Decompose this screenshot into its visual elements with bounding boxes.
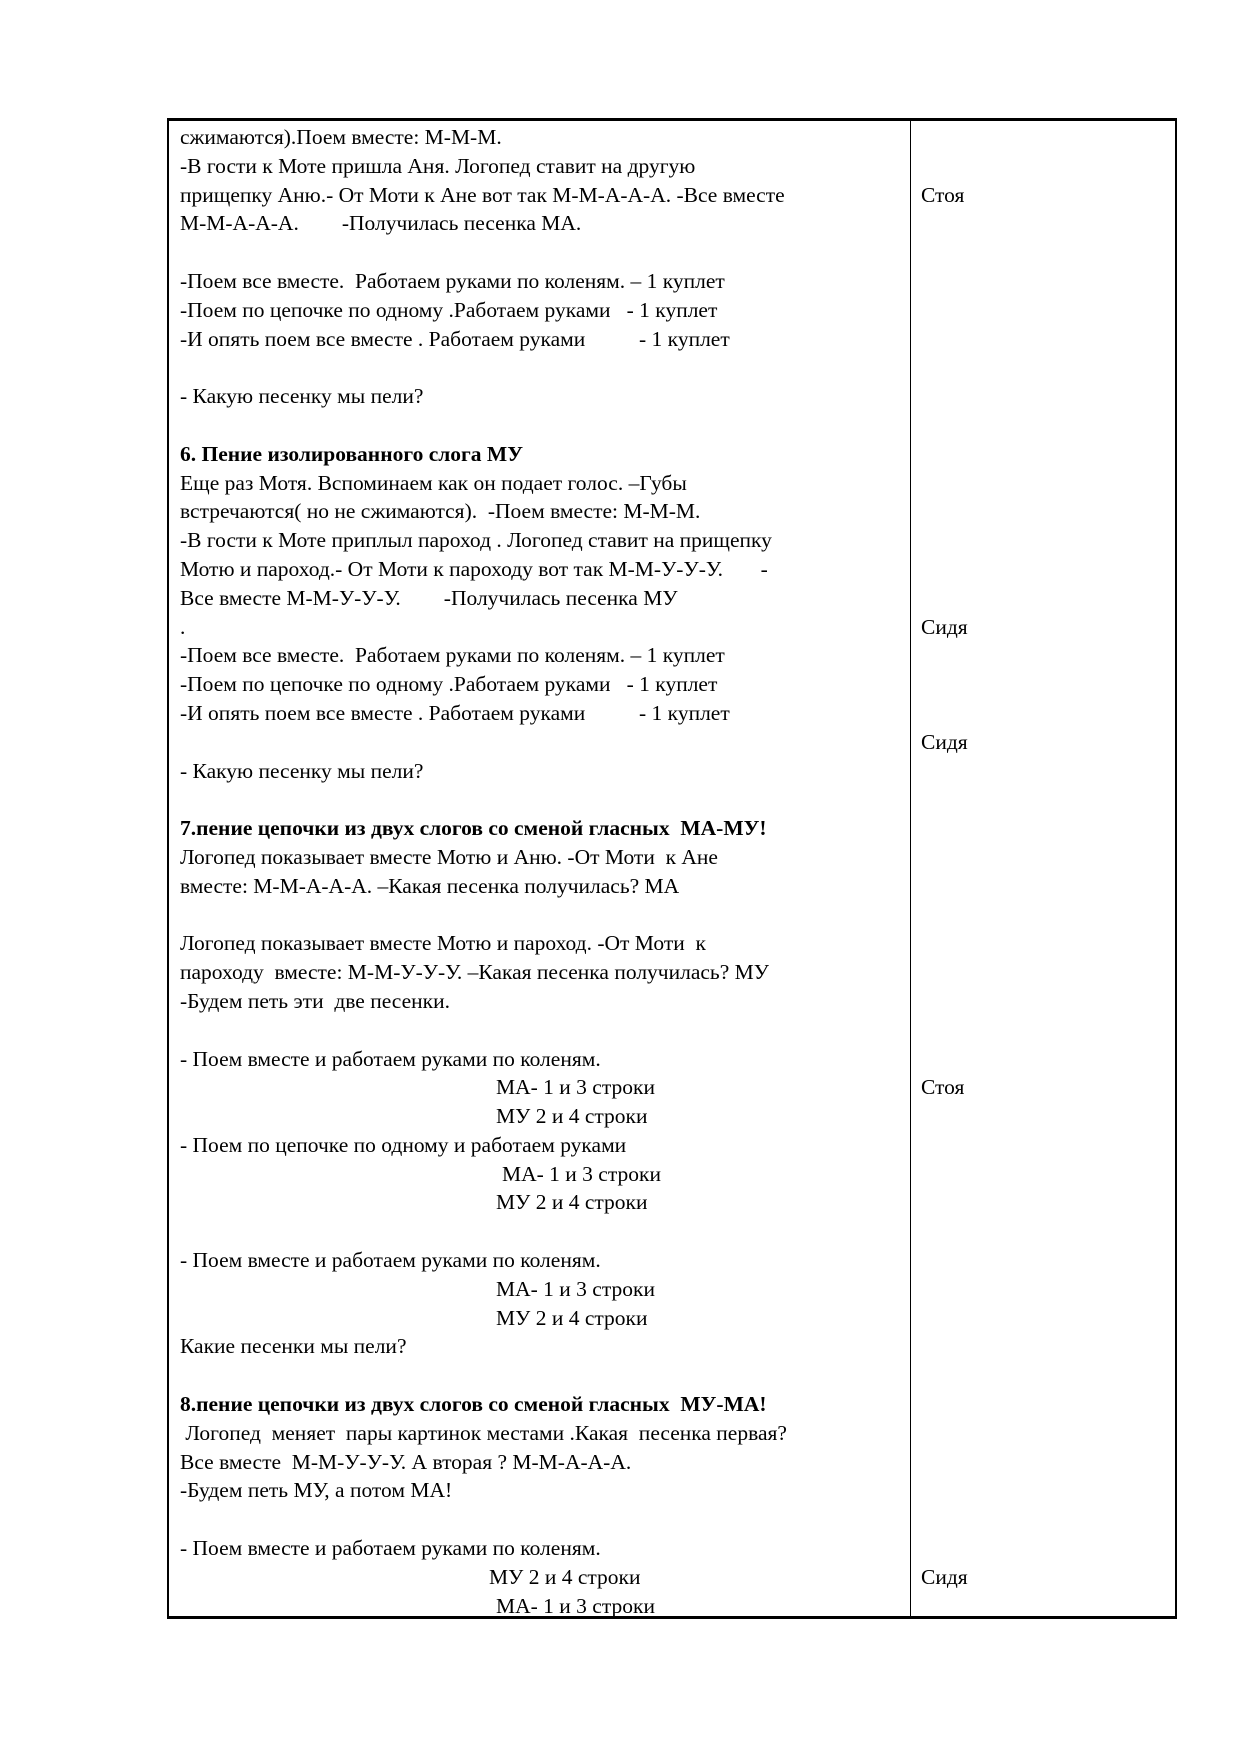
text-line xyxy=(180,1217,905,1246)
text-line: МУ 2 и 4 строки xyxy=(489,1564,641,1589)
lesson-table xyxy=(167,118,1177,1619)
text-line: Все вместе М-М-У-У-У. А вторая ? М-М-А-А-А. xyxy=(180,1449,632,1474)
text-line: -В гости к Моте приплыл пароход . Логопед ставит на прищепку xyxy=(180,528,772,553)
activity-column xyxy=(180,123,905,1620)
text-line: Мотю и пароход.- От Моти к пароходу вот так М-М-У-У-У. - xyxy=(180,556,768,581)
text-line: Все вместе М-М-У-У-У. -Получилась песенка МУ xyxy=(180,585,678,610)
text-line: -Будем петь МУ, а потом МА! xyxy=(180,1478,453,1503)
text-line xyxy=(180,901,905,930)
column-divider xyxy=(910,121,911,1616)
posture-label: Стоя xyxy=(921,182,965,207)
text-line: вместе: М-М-А-А-А. –Какая песенка получилась? МА xyxy=(180,873,680,898)
text-line: встречаются( но не сжимаются). -Поем вместе: М-М-М. xyxy=(180,499,701,524)
text-line xyxy=(180,728,905,757)
text-line: Какие песенки мы пели? xyxy=(180,1334,407,1359)
text-line: . xyxy=(180,614,186,639)
section-heading: 6. Пение изолированного слога МУ xyxy=(180,441,524,466)
text-line xyxy=(180,785,905,814)
text-line: -Поем все вместе. Работаем руками по коленям. – 1 куплет xyxy=(180,268,725,293)
text-line: -В гости к Моте пришла Аня. Логопед ставит на другую xyxy=(180,153,696,178)
text-line: -Поем все вместе. Работаем руками по коленям. – 1 куплет xyxy=(180,643,725,668)
text-line: МУ 2 и 4 строки xyxy=(496,1190,648,1215)
text-line: прищепку Аню.- От Моти к Ане вот так М-М-А-А-А. -Все вместе xyxy=(180,182,785,207)
text-line: МА- 1 и 3 строки xyxy=(496,1276,655,1301)
text-line: Логопед показывает вместе Мотю и Аню. -От Моти к Ане xyxy=(180,844,718,869)
text-line xyxy=(180,238,905,267)
text-line: - Поем по цепочке по одному и работаем руками xyxy=(180,1132,627,1157)
text-line: - Поем вместе и работаем руками по коленям. xyxy=(180,1248,601,1273)
text-line: М-М-А-А-А. -Получилась песенка МА. xyxy=(180,211,582,236)
text-line: Еще раз Мотя. Вспоминаем как он подает голос. –Губы xyxy=(180,470,687,495)
section-heading: 7.пение цепочки из двух слогов со сменой гласных МА-МУ! xyxy=(180,816,767,841)
text-line: - Какую песенку мы пели? xyxy=(180,384,424,409)
text-line: - Какую песенку мы пели? xyxy=(180,758,424,783)
section-heading: 8.пение цепочки из двух слогов со сменой гласных МУ-МА! xyxy=(180,1392,767,1417)
text-line: -Будем петь эти две песенки. xyxy=(180,988,450,1013)
text-line xyxy=(180,353,905,382)
text-line: -Поем по цепочке по одному .Работаем руками - 1 куплет xyxy=(180,297,718,322)
text-line xyxy=(180,411,905,440)
text-line: пароходу вместе: М-М-У-У-У. –Какая песенка получилась? МУ xyxy=(180,960,769,985)
text-line: МУ 2 и 4 строки xyxy=(496,1305,648,1330)
text-line: -И опять поем все вместе . Работаем руками - 1 куплет xyxy=(180,700,730,725)
text-line xyxy=(180,1361,905,1390)
text-line: - Поем вместе и работаем руками по коленям. xyxy=(180,1046,601,1071)
posture-label: Сидя xyxy=(921,729,968,754)
posture-label: Сидя xyxy=(921,614,968,639)
posture-label: Стоя xyxy=(921,1075,965,1100)
text-line: МА- 1 и 3 строки xyxy=(502,1161,661,1186)
text-line: МА- 1 и 3 строки xyxy=(496,1593,655,1618)
text-line: - Поем вместе и работаем руками по коленям. xyxy=(180,1536,601,1561)
text-line: МУ 2 и 4 строки xyxy=(496,1104,648,1129)
text-line: -И опять поем все вместе . Работаем руками - 1 куплет xyxy=(180,326,730,351)
text-line xyxy=(180,1505,905,1534)
text-line xyxy=(180,1016,905,1045)
text-line: Логопед показывает вместе Мотю и пароход. -От Моти к xyxy=(180,931,706,956)
posture-label: Сидя xyxy=(921,1565,968,1589)
text-line: сжимаются).Поем вместе: М-М-М. xyxy=(180,125,502,149)
text-line: Логопед меняет пары картинок местами .Какая песенка первая? xyxy=(180,1420,787,1445)
text-line: МА- 1 и 3 строки xyxy=(496,1075,655,1100)
text-line: -Поем по цепочке по одному .Работаем руками - 1 куплет xyxy=(180,672,718,697)
